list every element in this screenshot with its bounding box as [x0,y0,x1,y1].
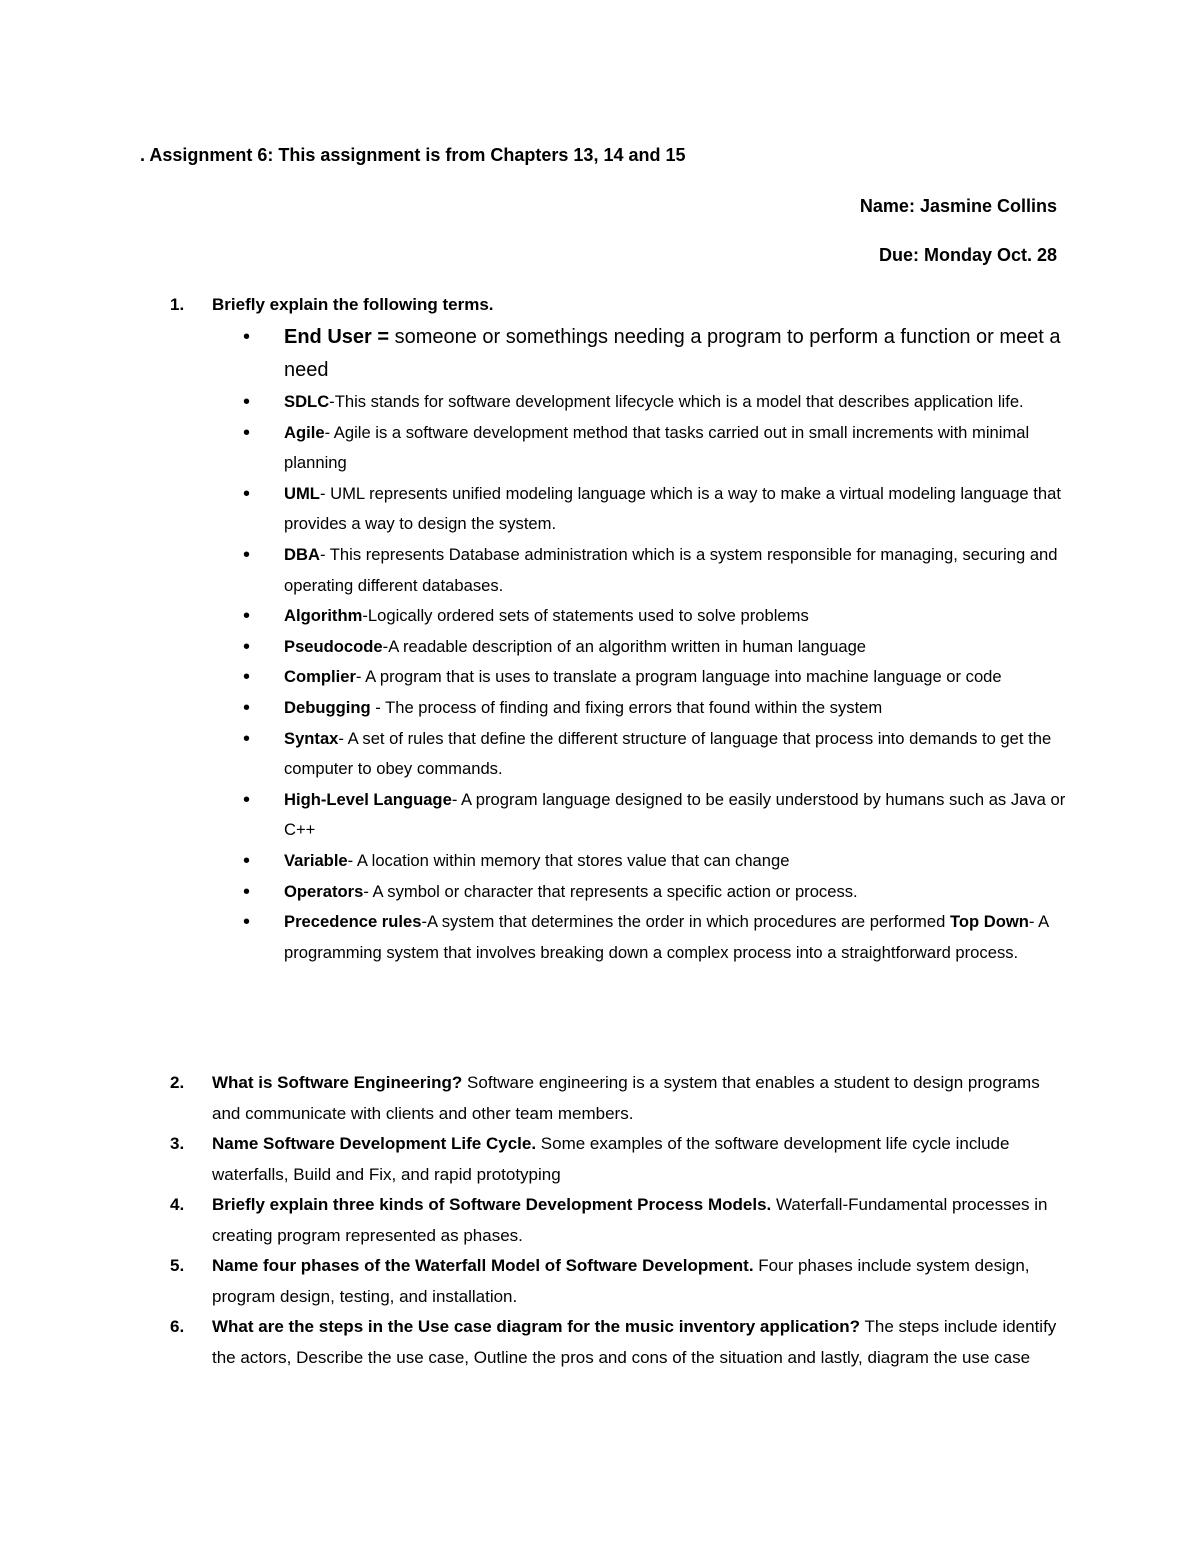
term-name: Algorithm [284,606,363,626]
term-item [240,693,1070,724]
question-answer: Some examples of the software development life cycle include waterfalls, Build and Fix, and rapid prototyping [212,1134,1010,1184]
term-name: Variable [284,850,348,870]
question-3 [170,1129,1070,1190]
question-label: What are the steps in the Use case diagram for the music inventory application? [212,1317,861,1336]
question-answer: Software engineering is a system that enables a student to design programs and communicate with clients and other team members. [212,1073,1040,1123]
term-item [240,632,1070,663]
term-name: Complier [284,667,356,687]
question-number: 3. [170,1134,185,1153]
term-item [240,846,1070,877]
term-definition: - A programming system that involves breaking down a complex process into a straightforward process. [284,912,1049,962]
question-number: 5. [170,1256,185,1275]
term-definition: -Logically ordered sets of statements used to solve problems [362,606,809,626]
question-6 [170,1312,1070,1373]
question-label: Briefly explain the following terms. [212,295,494,314]
question-label: Name four phases of the Waterfall Model of Software Development. [212,1256,754,1275]
term-name: Pseudocode [284,636,383,656]
term-definition: - A set of rules that define the different structure of language that process into demands to get the computer to obey commands. [284,728,1052,779]
question-number: 2. [170,1073,185,1092]
term-definition: - A symbol or character that represents a specific action or process. [363,881,858,901]
question-1 [170,290,1070,321]
term-name: Operators [284,881,364,901]
term-definition: -This stands for software development lifecycle which is a model that describes application life. [329,392,1024,411]
question-number: 1. [170,295,185,314]
term-definition: - A location within memory that stores value that can change [347,850,790,870]
term-name: Debugging [284,697,371,717]
term-name: Agile [284,422,325,442]
term-item [240,877,1070,908]
due-date: Due: Monday Oct. 28 [878,245,1057,265]
term-name: SDLC [284,392,330,411]
question-4 [170,1190,1070,1251]
assignment-title: . Assignment 6: This assignment is from Chapters 13, 14 and 15 [140,145,686,165]
term-definition: - Agile is a software development method that tasks carried out in small increments with minimal planning [284,422,1030,473]
term-item [240,321,1070,387]
term-item [240,662,1070,693]
term-item [240,785,1070,846]
term-definition: -A system that determines the order in which procedures are performed [421,912,950,932]
question-label: Name Software Development Life Cycle. [212,1134,537,1153]
term-item [240,387,1070,418]
question-answer: Four phases include system design, program design, testing, and installation. [212,1256,1030,1306]
term-item [240,418,1070,479]
question-answer: The steps include identify the actors, Describe the use case, Outline the pros and cons of the situation and lastly, diagram the use case [212,1317,1057,1367]
term-definition: - A program that is uses to translate a program language into machine language or code [355,667,1002,687]
term-name: Top Down [949,912,1029,932]
term-definition: someone or somethings needing a program to perform a function or meet a need [284,326,1061,381]
question-2 [170,1068,1070,1129]
term-item [240,724,1070,785]
term-item [240,907,1070,968]
term-item [240,540,1070,601]
question-5 [170,1251,1070,1312]
question-label: What is Software Engineering? [212,1073,463,1092]
term-name: DBA [284,544,320,564]
term-definition: - UML represents unified modeling language which is a way to make a virtual modeling language that provides a way to design the system. [284,483,1061,534]
question-number: 6. [170,1317,185,1336]
terms-list [240,321,1070,968]
term-item [240,479,1070,540]
term-name: UML [284,483,320,503]
term-name: High-Level Language [284,789,452,809]
term-name: Precedence rules [284,912,422,932]
term-definition: -A readable description of an algorithm written in human language [382,636,867,656]
term-item [240,601,1070,632]
question-label: Briefly explain three kinds of Software Development Process Models. [212,1195,772,1214]
term-name: Syntax [284,728,339,748]
term-definition: - The process of finding and fixing errors that found within the system [370,697,883,717]
term-definition: - This represents Database administration which is a system responsible for managing, securing and operating different databases. [284,544,1058,595]
student-name: Name: Jasmine Collins [859,196,1057,216]
term-definition: - A program language designed to be easily understood by humans such as Java or C++ [284,789,1066,840]
question-answer: Waterfall-Fundamental processes in creating program represented as phases. [212,1195,1048,1245]
question-number: 4. [170,1195,185,1214]
term-name: End User = [284,326,390,348]
